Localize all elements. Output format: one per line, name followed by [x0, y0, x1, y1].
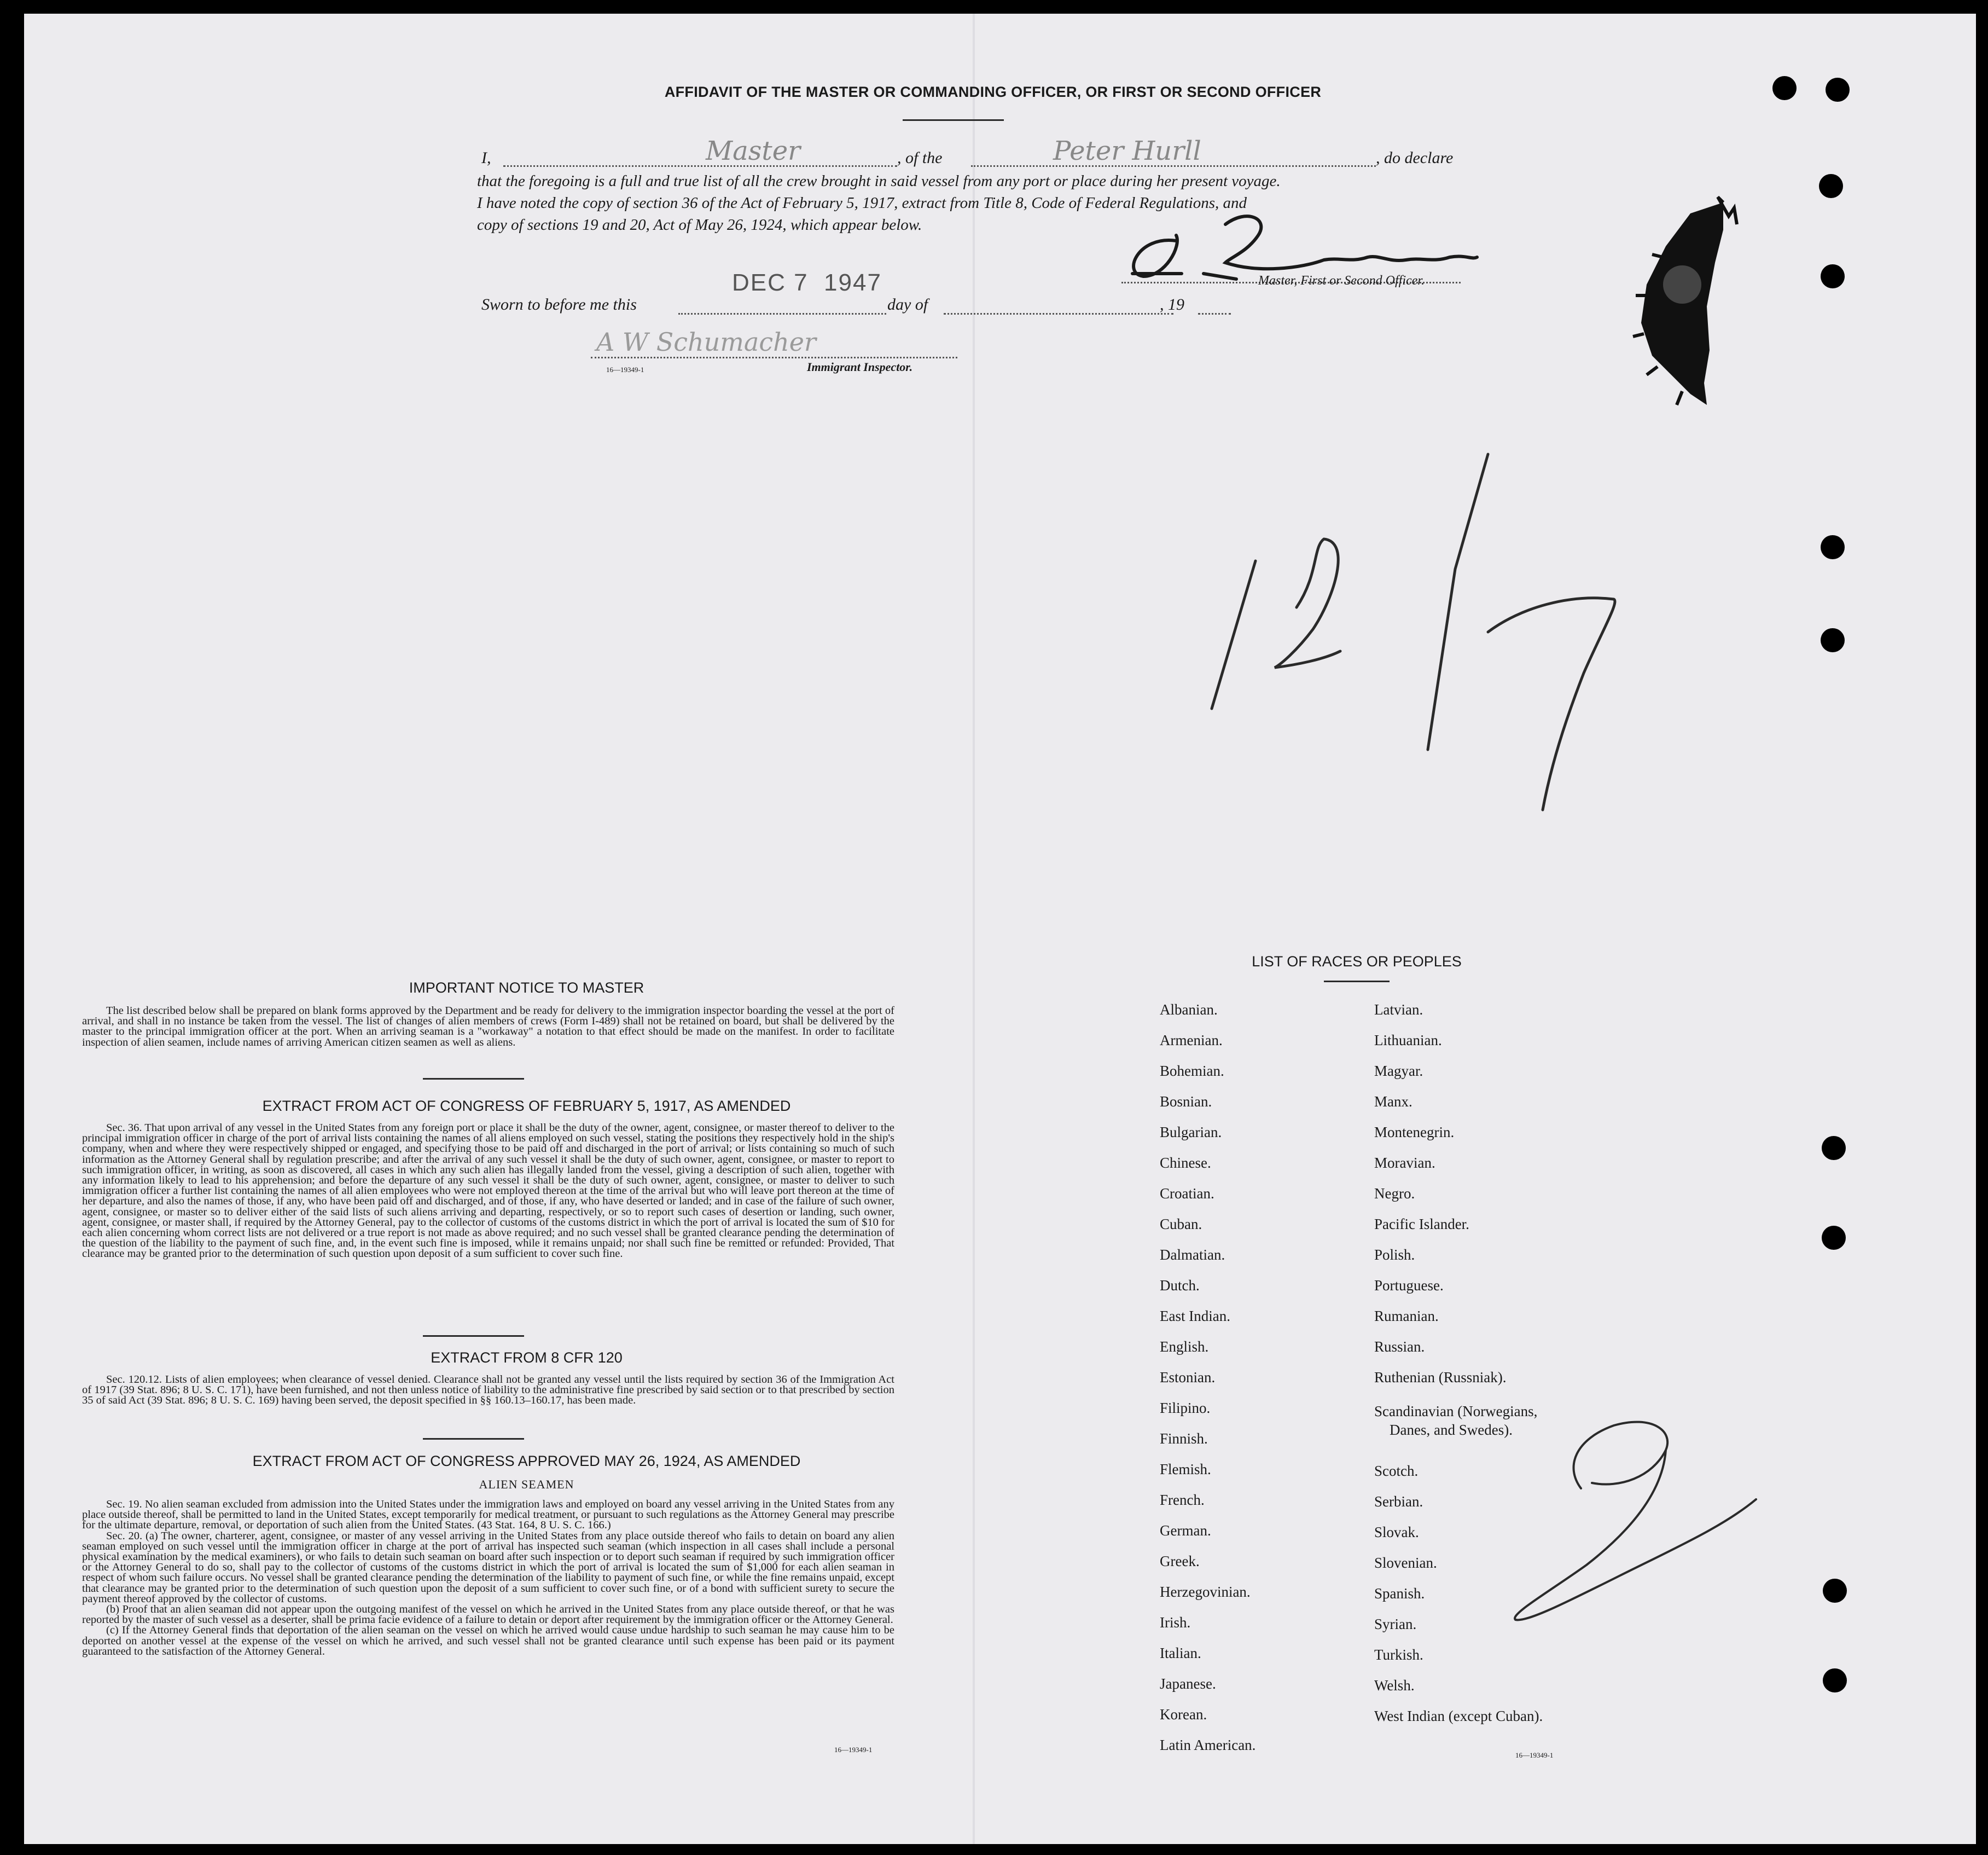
- affidavit-i-label: I,: [481, 149, 491, 167]
- race-item: Slovak.: [1374, 1524, 1419, 1540]
- signature-caption: Master, First or Second Officer.: [1258, 274, 1425, 288]
- race-item: Bosnian.: [1160, 1093, 1212, 1110]
- race-item: Flemish.: [1160, 1461, 1211, 1477]
- sworn-label: Sworn to before me this: [481, 295, 637, 314]
- race-item: Korean.: [1160, 1706, 1207, 1723]
- race-item: Scandinavian (Norwegians,: [1374, 1403, 1538, 1419]
- race-item: Portuguese.: [1374, 1277, 1444, 1294]
- race-item: Scotch.: [1374, 1463, 1419, 1479]
- race-item: Irish.: [1160, 1614, 1191, 1631]
- extract-8cfr-title: EXTRACT FROM 8 CFR 120: [431, 1349, 623, 1366]
- race-item: Slovenian.: [1374, 1555, 1437, 1571]
- race-item: Bulgarian.: [1160, 1124, 1222, 1140]
- race-item: Finnish.: [1160, 1430, 1208, 1447]
- race-item: Herzegovinian.: [1160, 1584, 1251, 1600]
- race-item: Welsh.: [1374, 1677, 1415, 1694]
- race-item: Spanish.: [1374, 1585, 1425, 1602]
- race-item: Manx.: [1374, 1093, 1412, 1110]
- extract-1924-paragraph: (b) Proof that an alien seaman did not appear upon the outgoing manifest of the vessel on which he arrived in the United States from any place outside thereof, or that he was reported by the master of such vessel as a deserter, shall be prima facie evidence of a failure to detain or deport after requirement by the immigration officer or the Attorney General.: [82, 1603, 894, 1626]
- handwritten-mark-small: [1586, 1477, 1587, 1478]
- race-item: German.: [1160, 1522, 1211, 1539]
- race-item: Estonian.: [1160, 1369, 1216, 1386]
- race-item: Japanese.: [1160, 1676, 1216, 1692]
- notice-paragraph: The list described below shall be prepared on blank forms approved by the Department and be ready for delivery to the immigration inspector boarding the vessel at the port of arrival, and shall in no instance be taken from the vessel. The list of changes of alien members of crews (Form I-489) shall not be retained on board, but shall be delivered by the master to the principal immigration officer at the port. When an arriving seaman is a "workaway" a notation to that effect should be made on the manifest. In order to facilitate inspection of alien seamen, include names of arriving American citizen seamen as well as aliens.: [82, 1005, 894, 1048]
- race-item: Ruthenian (Russniak).: [1374, 1369, 1507, 1386]
- race-item: Rumanian.: [1374, 1308, 1439, 1324]
- race-item: English.: [1160, 1338, 1209, 1355]
- race-item: Latin American.: [1160, 1737, 1256, 1753]
- race-item: Albanian.: [1160, 1001, 1218, 1018]
- race-item: Polish.: [1374, 1247, 1415, 1263]
- race-item-continuation: Danes, and Swedes).: [1390, 1422, 1513, 1438]
- declare-label: , do declare: [1376, 149, 1454, 167]
- inspector-caption: Immigrant Inspector.: [807, 360, 913, 374]
- form-number-right: 16—19349-1: [1515, 1751, 1554, 1759]
- race-item: Russian.: [1374, 1338, 1425, 1355]
- race-item: Syrian.: [1374, 1616, 1417, 1632]
- extract-1917-paragraph: Sec. 36. That upon arrival of any vessel in the United States from any foreign port or place it shall be the duty of the owner, agent, consignee, or master thereof to deliver to the principal immigration officer in charge of the port of arrival lists containing the names of all aliens employed on such vessel, stating the positions they respectively hold in the ship's company, when and where they were respectively shipped or engaged, and specifying those to be paid off and discharged in the port of arrival; or lists containing so much of such information as the Attorney General shall by regulation prescribe; and after the arrival of any such vessel it shall be the duty of such owner, agent, consignee, or master to report to such immigration officer, in writing, as soon as discovered, all cases in which any such alien has illegally landed from the vessel, giving a description of such alien, together with any information likely to lead to his apprehension; and before the departure of any such vessel it shall be the duty of such owner, agent, consignee, or master to deliver to such immigration officer a further list containing the names of all alien employees who were not employed thereon at the time of the arrival but who will leave port thereon at the time of her departure, and also the names of those, if any, who have been paid off and discharged, and of those, if any, who have deserted or landed; and in case of the failure of such owner, agent, consignee, or master so to deliver either of the said lists of such aliens arriving and departing, respectively, or so to report such cases of desertion or landing, such owner, agent, consignee, or master shall, if required by the Attorney General, pay to the collector of customs of the customs district in which the port of arrival is located the sum of $10 for each alien concerning whom correct lists are not delivered or a true report is not made as above required; and no such vessel shall be granted clearance pending the determination of the question of the liability to the payment of such fine, and, in the event such fine is imposed, while it remains unpaid; nor shall such fine be remitted or refunded: Provided, That clearance may be granted prior to the determination of such question upon deposit of a sum sufficient to cover such fine.: [82, 1122, 894, 1260]
- race-item: French.: [1160, 1492, 1205, 1508]
- race-item: Negro.: [1374, 1185, 1415, 1202]
- race-item: Cuban.: [1160, 1216, 1202, 1232]
- year-label: , 19: [1160, 295, 1184, 314]
- race-item: Pacific Islander.: [1374, 1216, 1469, 1232]
- form-number-left: 16—19349-1: [834, 1746, 873, 1754]
- extract-1917-title: EXTRACT FROM ACT OF CONGRESS OF FEBRUARY 5, 1917, AS AMENDED: [262, 1098, 791, 1114]
- notice-title: IMPORTANT NOTICE TO MASTER: [409, 979, 644, 996]
- race-item: Montenegrin.: [1374, 1124, 1455, 1140]
- form-number-top: 16—19349-1: [606, 366, 644, 374]
- race-item: Dalmatian.: [1160, 1247, 1225, 1263]
- race-item: Bohemian.: [1160, 1063, 1224, 1079]
- affidavit-body-1: that the foregoing is a full and true list of all the crew brought in said vessel from any port or place during her present voyage.: [477, 172, 1281, 190]
- extract-1924-paragraph: Sec. 19. No alien seaman excluded from admission into the United States under the immigration laws and employed on board any vessel arriving in the United States from any place outside thereof, shall be permitted to land in the United States, except temporarily for medical treatment, or pursuant to such regulations as the Attorney General may prescribe for the ultimate departure, removal, or deportation of such alien from the United States. (43 Stat. 164, 8 U. S. C. 166.): [82, 1498, 894, 1532]
- race-item: Italian.: [1160, 1645, 1201, 1661]
- race-item: East Indian.: [1160, 1308, 1230, 1324]
- race-item: Turkish.: [1374, 1647, 1423, 1663]
- race-item: Croatian.: [1160, 1185, 1214, 1202]
- extract-1924-subtitle: ALIEN SEAMEN: [479, 1477, 574, 1491]
- race-item: Greek.: [1160, 1553, 1200, 1569]
- vessel-handwriting: Peter Hurll: [1053, 136, 1201, 166]
- day-of-label: day of: [887, 295, 928, 314]
- race-item: Moravian.: [1374, 1155, 1435, 1171]
- races-title: LIST OF RACES OR PEOPLES: [1252, 953, 1462, 970]
- extract-8cfr-paragraph: Sec. 120.12. Lists of alien employees; when clearance of vessel denied. Clearance shall not be granted any vessel until the lists required by section 36 of the Immigration Act of 1917 (39 Stat. 896; 8 U. S. C. 171), have been furnished, and not then unless notice of liability to the administrative fine prescribed by said section or to that prescribed by section 35 of said Act (39 Stat. 896; 8 U. S. C. 169) having been served, the deposit specified in §§ 160.13–160.17, has been made.: [82, 1373, 894, 1407]
- extract-1924-title: EXTRACT FROM ACT OF CONGRESS APPROVED MAY 26, 1924, AS AMENDED: [252, 1453, 801, 1469]
- race-item: Dutch.: [1160, 1277, 1200, 1294]
- race-item: Latvian.: [1374, 1001, 1423, 1018]
- affidavit-body-2: I have noted the copy of section 36 of the Act of February 5, 1917, extract from Title 8, Code of Federal Regulations, and: [477, 194, 1247, 212]
- role-handwriting: Master: [706, 136, 801, 166]
- extract-1924-paragraph: (c) If the Attorney General finds that deportation of the alien seaman on the vessel on which he arrived would cause undue hardship to such seaman he may cause him to be deported on another vessel at the expense of the vessel on which he arrived, and such vessel shall not be granted clearance until such expense has been paid or its payment guaranteed to the satisfaction of the Attorney General.: [82, 1624, 894, 1657]
- race-item: Lithuanian.: [1374, 1032, 1442, 1048]
- inspector-signature: A W Schumacher: [596, 327, 816, 357]
- of-the-label: , of the: [897, 149, 943, 167]
- affidavit-body-3: copy of sections 19 and 20, Act of May 26, 1924, which appear below.: [477, 216, 922, 234]
- race-item: West Indian (except Cuban).: [1374, 1708, 1543, 1724]
- race-item: Armenian.: [1160, 1032, 1223, 1048]
- affidavit-title: AFFIDAVIT OF THE MASTER OR COMMANDING OFFICER, OR FIRST OR SECOND OFFICER: [664, 84, 1322, 100]
- extract-1924-paragraph: Sec. 20. (a) The owner, charterer, agent, consignee, or master of any vessel arriving in the United States from any place outside thereof who fails to detain on board any alien seaman employed on such vessel until the immigration officer in charge at the port of arrival has inspected such seaman (which inspection in all cases shall include a personal physical examination by the medical examiners), or who fails to detain such seaman on board after such inspection or to deport such seaman if required by such immigration officer or the Attorney General to do so, shall pay to the collector of customs of the customs district in which the port of arrival is located the sum of $1,000 for each alien seaman in respect of whom such failure occurs. No vessel shall be granted clearance pending the determination of the liability to payment of such fine, or while the fine remains unpaid, except that clearance may be granted prior to the determination of such question upon the deposit of a sum sufficient to cover such fine, or of a bond with sufficient surety to secure the payment thereof approved by the collector of customs.: [82, 1529, 894, 1605]
- race-item: Magyar.: [1374, 1063, 1423, 1079]
- race-item: Chinese.: [1160, 1155, 1211, 1171]
- date-stamp: DEC 7 1947: [732, 269, 882, 296]
- race-item: Filipino.: [1160, 1400, 1211, 1416]
- race-item: Serbian.: [1374, 1493, 1423, 1510]
